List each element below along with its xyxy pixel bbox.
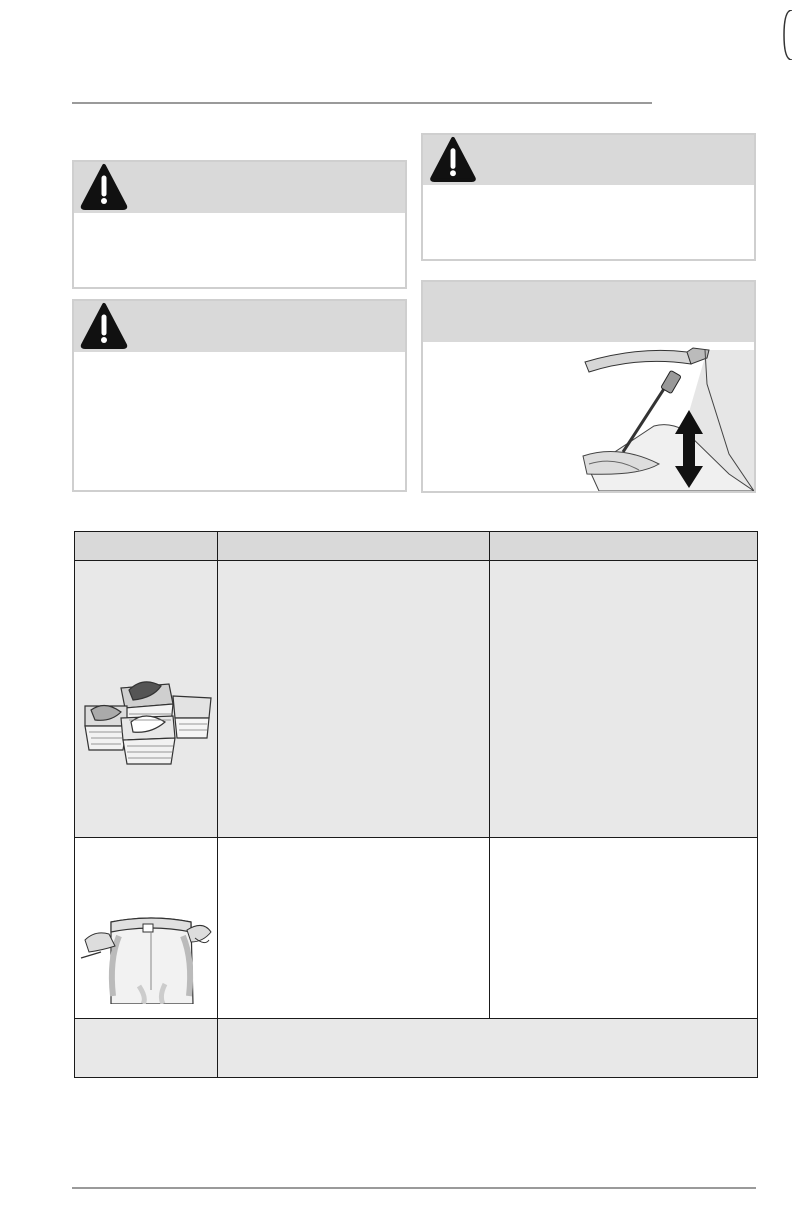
warning-box-3-body	[423, 185, 754, 201]
warning-box-3-header	[423, 135, 754, 185]
lid-panel-header	[423, 282, 754, 342]
table-row	[75, 561, 758, 838]
lid-panel	[421, 280, 756, 493]
table-row	[75, 838, 758, 1019]
table-row	[75, 1019, 758, 1078]
table-cell-merged	[218, 1019, 758, 1078]
warning-triangle-icon	[423, 135, 483, 185]
table-header-row	[75, 532, 758, 561]
footer-rule	[72, 1187, 756, 1189]
table-header-cell	[75, 532, 218, 561]
laundry-baskets-illustration	[81, 676, 213, 766]
warning-box-1-body	[74, 213, 405, 229]
table-cell	[75, 1019, 218, 1078]
warning-box-3	[421, 133, 756, 261]
warning-box-2-header	[74, 301, 405, 352]
washer-lid-hinge-diagram	[579, 344, 754, 491]
warning-box-2-body	[74, 352, 405, 368]
laundry-guide-table	[74, 531, 758, 1078]
trousers-pockets-illustration	[79, 866, 213, 1004]
table-cell	[490, 561, 758, 838]
table-header-cell	[490, 532, 758, 561]
warning-box-1-header	[74, 162, 405, 213]
table-cell	[218, 838, 490, 1019]
page-corner-mark	[783, 10, 792, 60]
warning-triangle-icon	[74, 162, 134, 213]
warning-triangle-icon	[74, 301, 134, 352]
table-header-cell	[218, 532, 490, 561]
warning-box-1	[72, 160, 407, 289]
warning-box-2	[72, 299, 407, 492]
table-cell	[490, 838, 758, 1019]
table-cell-illustration	[75, 561, 218, 838]
table-cell-illustration	[75, 838, 218, 1019]
header-rule	[72, 102, 652, 104]
table-cell	[218, 561, 490, 838]
